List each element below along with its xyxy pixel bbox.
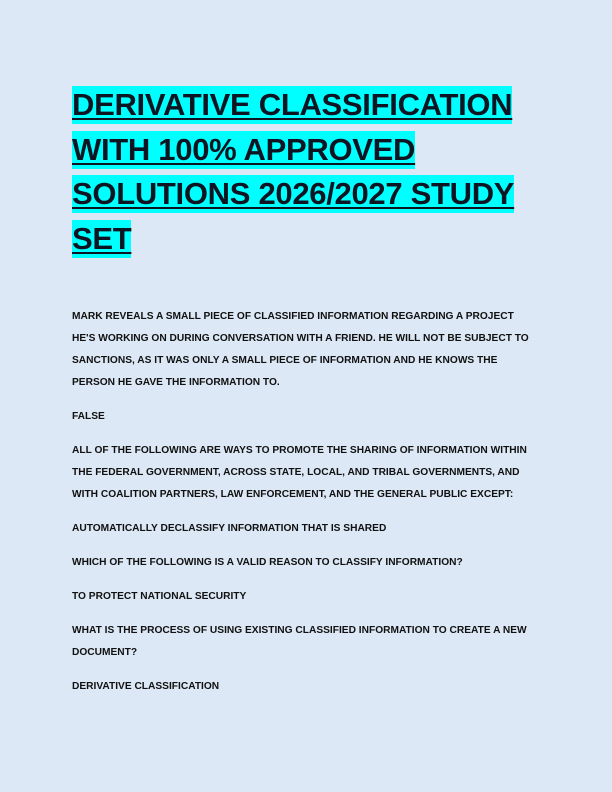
question-4: WHAT IS THE PROCESS OF USING EXISTING CLASSIFIED INFORMATION TO CREATE A NEW DOCUMENT?: [72, 625, 527, 658]
document-title: [72, 83, 540, 261]
question-2: ALL OF THE FOLLOWING ARE WAYS TO PROMOTE THE SHARING OF INFORMATION WITHIN THE FEDERAL GOVERNMENT, ACROSS STATE, LOCAL, AND TRIBAL GOVERNMENTS, AND WITH COALITION PARTNERS, LAW ENFORCEMENT, AND THE GENERAL PUBLIC EXCEPT:: [72, 445, 527, 500]
answer-1: FALSE: [72, 411, 105, 422]
document-title-text: DERIVATIVE CLASSIFICATION WITH 100% APPROVED SOLUTIONS 2026/2027 STUDY SET: [72, 87, 515, 256]
question-3: WHICH OF THE FOLLOWING IS A VALID REASON TO CLASSIFY INFORMATION?: [72, 557, 463, 568]
qa-list: [72, 306, 540, 698]
answer-4: DERIVATIVE CLASSIFICATION: [72, 681, 220, 692]
answer-3: TO PROTECT NATIONAL SECURITY: [72, 591, 247, 602]
document-page: [72, 83, 540, 710]
question-1: MARK REVEALS A SMALL PIECE OF CLASSIFIED INFORMATION REGARDING A PROJECT HE'S WORKING ON DURING CONVERSATION WITH A FRIEND. HE WILL NOT BE SUBJECT TO SANCTIONS, AS IT WAS ONLY A SMALL PIECE OF INFORMATION AND HE KNOWS THE PERSON HE GAVE THE INFORMATION TO.: [72, 311, 529, 388]
answer-2: AUTOMATICALLY DECLASSIFY INFORMATION THAT IS SHARED: [72, 523, 387, 534]
